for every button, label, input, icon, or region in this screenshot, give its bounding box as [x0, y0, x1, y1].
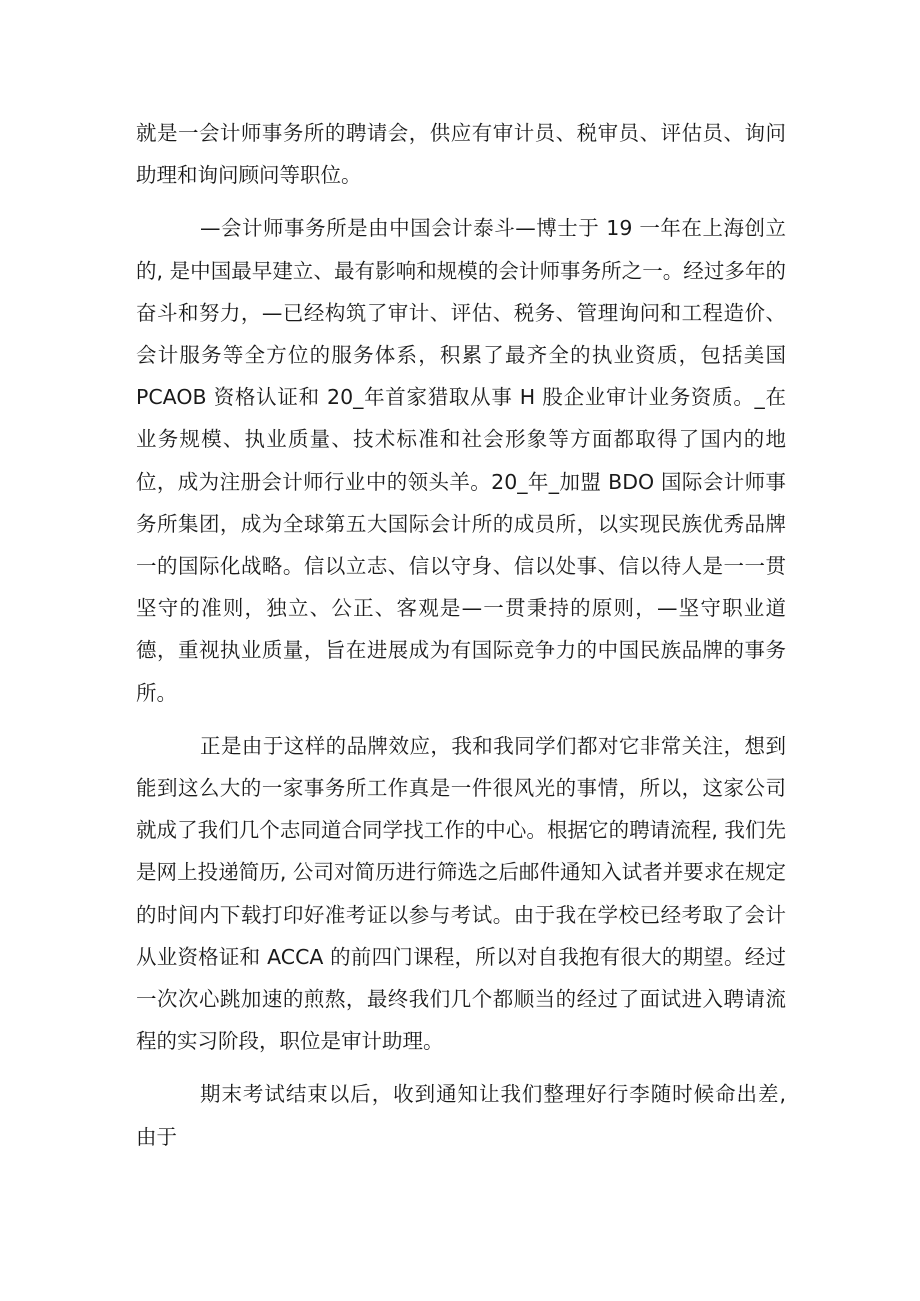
paragraph-4: 期末考试结束以后，收到通知让我们整理好行李随时候命出差, 由于: [136, 1082, 786, 1149]
paragraph-3: 正是由于这样的品牌效应，我和我同学们都对它非常关注，想到能到这么大的一家事务所工作真是一件很风光的事情，所以，这家公司就成了我们几个志同道合同学找工作的中心。根据它的聘请流程, 我们先是网上投递简历, 公司对简历进行筛选之后邮件通知入试者并要求在规定的时间内下载打印好准考证以参与考试。由于我在学校已经考取了会计从业资格证和 ACCA 的前四门课程，所以对自我抱有很大的期望。经过一次次心跳加速的煎熬，最终我们几个都顺当的经过了面试进入聘请流程的实习阶段，职位是审计助理。: [136, 733, 786, 1054]
paragraph-2: —会计师事务所是由中国会计泰斗—博士于 19 一年在上海创立的, 是中国最早建立、最有影响和规模的会计师事务所之一。经过多年的奋斗和努力，—已经构筑了审计、评估、税务、管理询问和工程造价、会计服务等全方位的服务体系，积累了最齐全的执业资质，包括美国 PCAOB 资格认证和 20_年首家猎取从事 H 股企业审计业务资质。_在业务规模、执业质量、技术标准和社会形象等方面都取得了国内的地位，成为注册会计师行业中的领头羊。20_年_加盟 BDO 国际会计师事务所集团，成为全球第五大国际会计所的成员所，以实现民族优秀品牌一的国际化战略。信以立志、信以守身、信以处事、信以待人是一一贯坚守的准则，独立、公正、客观是—一贯秉持的原则，—坚守职业道德，重视执业质量，旨在进展成为有国际竞争力的中国民族品牌的事务所。: [136, 216, 786, 705]
document-page: [136, 112, 786, 1158]
paragraph-1: 就是一会计师事务所的聘请会，供应有审计员、税审员、评估员、询问助理和询问顾问等职位。: [136, 121, 786, 188]
